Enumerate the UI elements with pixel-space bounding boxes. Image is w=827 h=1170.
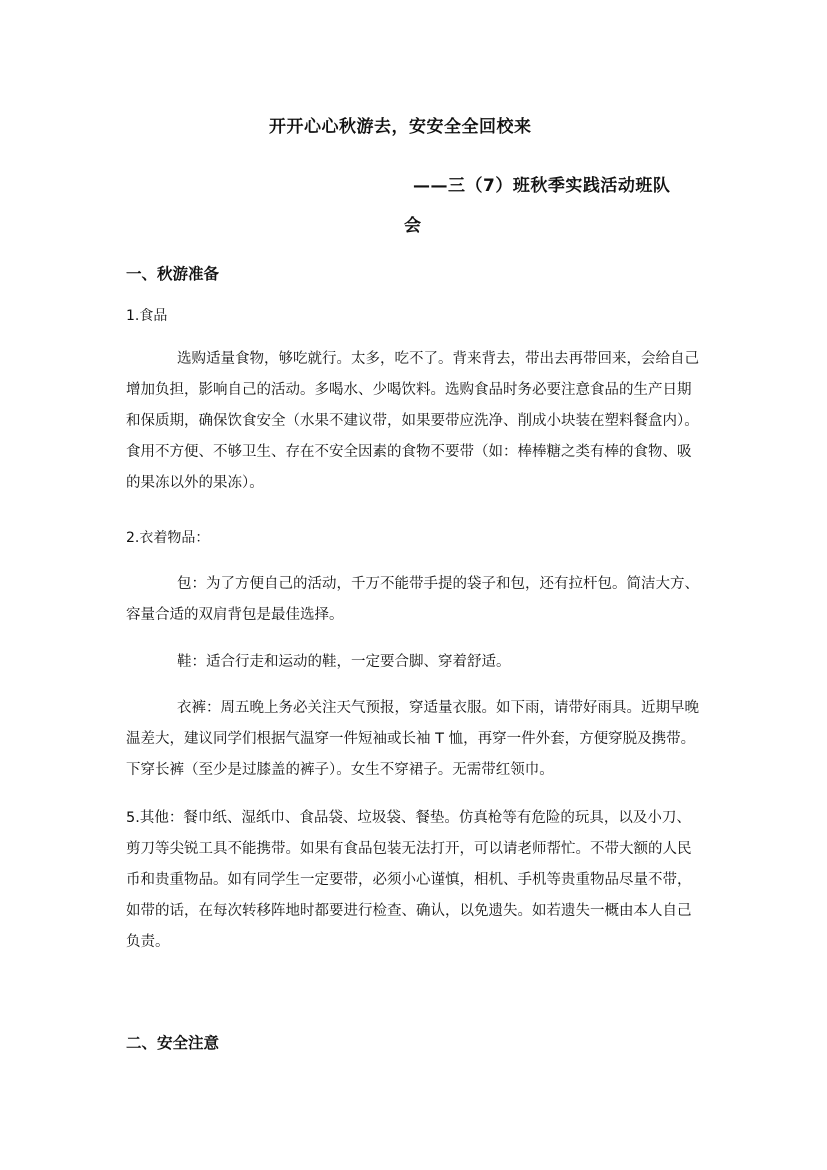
document-subtitle-line2: 会: [404, 216, 422, 236]
paragraph-line: 鞋：适合行走和运动的鞋，一定要合脚、穿着舒适。: [177, 654, 511, 670]
paragraph-line: 容量合适的双肩背包是最佳选择。: [126, 607, 344, 623]
paragraph-line: 的果冻以外的果冻）。: [126, 475, 264, 491]
paragraph-line: 5.其他：餐巾纸、湿纸巾、食品袋、垃圾袋、餐垫。仿真枪等有危险的玩具，以及小刀、: [126, 810, 691, 826]
paragraph-line: 如带的话，在每次转移阵地时都要进行检查、确认，以免遗失。如若遗失一概由本人自己: [126, 903, 692, 919]
document-title: 开开心心秋游去，安安全全回校来: [269, 117, 532, 137]
bag-paragraph: [126, 569, 703, 631]
paragraph-line: 选购适量食物，够吃就行。太多，吃不了。背来背去，带出去再带回来，会给自己: [177, 351, 699, 367]
paragraph-line: 衣裤：周五晚上务必关注天气预报，穿适量衣服。如下雨，请带好雨具。近期早晚: [177, 700, 699, 716]
paragraph-line: 和保质期，确保饮食安全（水果不建议带，如果要带应洗净、削成小块装在塑料餐盒内）。: [126, 413, 699, 429]
paragraph-line: 剪刀等尖锐工具不能携带。如果有食品包装无法打开，可以请老师帮忙。不带大额的人民: [126, 841, 692, 857]
section-heading-safety: 二、安全注意: [126, 1034, 220, 1052]
pants-paragraph: [126, 693, 703, 786]
section-heading-preparation: 一、秋游准备: [126, 265, 220, 283]
paragraph-line: 负责。: [126, 934, 170, 950]
document-subtitle-line1: ——三（7）班秋季实践活动班队: [413, 176, 671, 196]
paragraph-line: 增加负担，影响自己的活动。多喝水、少喝饮料。选购食品时务必要注意食品的生产日期: [126, 382, 692, 398]
clothing-heading: 2.衣着物品：: [126, 530, 210, 546]
food-paragraph: [126, 344, 703, 499]
shoes-paragraph: [126, 647, 703, 678]
paragraph-line: 包：为了方便自己的活动，千万不能带手提的袋子和包，还有拉杆包。简洁大方、: [177, 576, 699, 592]
paragraph-line: 温差大，建议同学们根据气温穿一件短袖或长袖 T 恤，再穿一件外套，方便穿脱及携带。: [126, 731, 696, 747]
paragraph-line: 食用不方便、不够卫生、存在不安全因素的食物不要带（如：棒棒糖之类有棒的食物、吸: [126, 444, 692, 460]
paragraph-line: 下穿长裤（至少是过膝盖的裤子）。女生不穿裙子。无需带红领巾。: [126, 762, 554, 778]
food-heading: 1.食品: [126, 308, 168, 324]
other-paragraph: [126, 803, 703, 958]
paragraph-line: 币和贵重物品。如有同学生一定要带，必须小心谨慎，相机、手机等贵重物品尽量不带，: [126, 872, 692, 888]
